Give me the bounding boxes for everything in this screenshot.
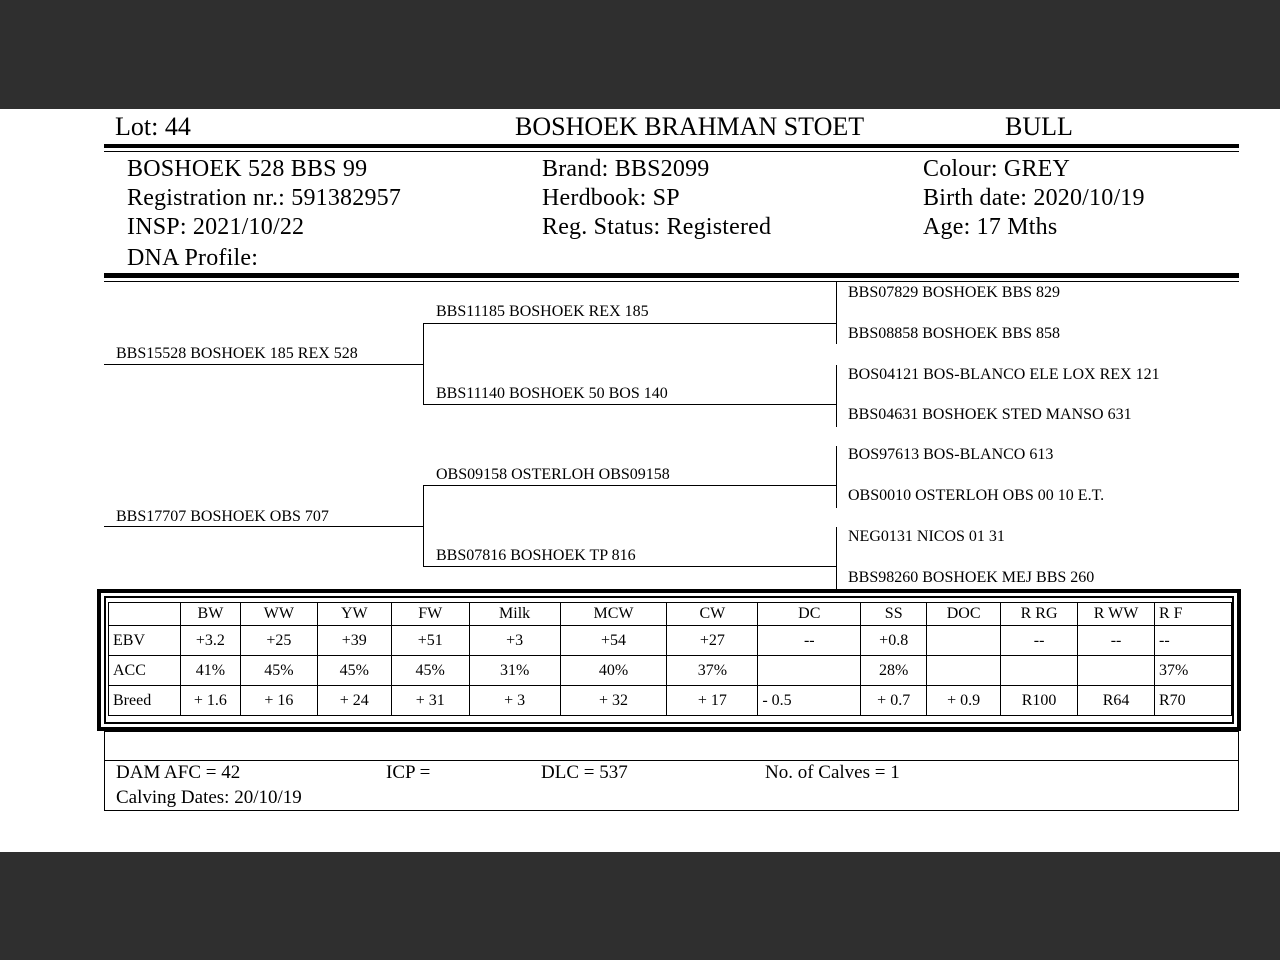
pedigree-sire-sire: BBS11185 BOSHOEK REX 185 [436, 303, 649, 320]
breed-row [109, 686, 1232, 716]
ebv-header-cell: CW [667, 603, 758, 626]
ebv-header-cell: FW [391, 603, 469, 626]
ebv-cell: + 31 [391, 686, 469, 716]
pedigree-dam-dam: BBS07816 BOSHOEK TP 816 [436, 547, 636, 564]
ebv-row-label: Breed [109, 686, 181, 716]
colour: Colour: GREY [923, 156, 1071, 182]
ebv-cell [927, 626, 1001, 656]
dam-info-divider [104, 760, 1239, 761]
ebv-row [109, 626, 1232, 656]
pedigree-line [423, 324, 424, 405]
ebv-cell: 40% [560, 656, 667, 686]
ebv-header-cell: DOC [927, 603, 1001, 626]
ebv-cell: R64 [1078, 686, 1155, 716]
pedigree-line [836, 446, 837, 508]
pedigree-great-grandparent: BOS04121 BOS-BLANCO ELE LOX REX 121 [848, 366, 1160, 383]
dlc: DLC = 537 [541, 762, 628, 783]
ebv-cell: 45% [240, 656, 317, 686]
registration-status: Reg. Status: Registered [542, 214, 772, 240]
ebv-cell: + 24 [317, 686, 391, 716]
pedigree-great-grandparent: BOS97613 BOS-BLANCO 613 [848, 446, 1054, 463]
pedigree-line [423, 566, 836, 567]
ebv-header-cell: WW [240, 603, 317, 626]
ebv-table [108, 602, 1232, 716]
ebv-cell: +54 [560, 626, 667, 656]
ebv-header-cell: DC [758, 603, 861, 626]
top-dark-band [0, 0, 1280, 109]
ebv-cell: 45% [317, 656, 391, 686]
ebv-cell: +51 [391, 626, 469, 656]
ebv-cell: -- [758, 626, 861, 656]
acc-row [109, 656, 1232, 686]
ebv-cell: - 0.5 [758, 686, 861, 716]
bottom-dark-band [0, 852, 1280, 960]
ebv-cell: + 1.6 [180, 686, 240, 716]
pedigree-line [836, 282, 837, 344]
ebv-cell [927, 656, 1001, 686]
ebv-cell: + 32 [560, 686, 667, 716]
animal-name: BOSHOEK 528 BBS 99 [127, 156, 368, 182]
calving-dates: Calving Dates: 20/10/19 [116, 787, 302, 808]
pedigree-line [836, 527, 837, 589]
ebv-cell: 31% [469, 656, 560, 686]
pedigree-line [423, 323, 836, 324]
details-rule-thin [104, 281, 1239, 282]
ebv-header-cell: Milk [469, 603, 560, 626]
lot-number: Lot: 44 [115, 112, 191, 141]
pedigree-line [104, 526, 423, 527]
pedigree-dam-sire: OBS09158 OSTERLOH OBS09158 [436, 466, 670, 483]
ebv-header-cell: R RG [1001, 603, 1078, 626]
ebv-header-cell [109, 603, 181, 626]
ebv-cell: + 16 [240, 686, 317, 716]
pedigree-great-grandparent: BBS98260 BOSHOEK MEJ BBS 260 [848, 569, 1095, 586]
ebv-cell [758, 656, 861, 686]
number-of-calves: No. of Calves = 1 [765, 762, 900, 783]
pedigree-line [423, 486, 424, 567]
ebv-cell: R70 [1155, 686, 1232, 716]
catalogue-page [0, 109, 1280, 852]
ebv-header-cell: YW [317, 603, 391, 626]
ebv-cell [1001, 656, 1078, 686]
pedigree-great-grandparent: OBS0010 OSTERLOH OBS 00 10 E.T. [848, 487, 1105, 504]
title-rule-thin [104, 151, 1239, 152]
ebv-cell: +27 [667, 626, 758, 656]
ebv-cell: +25 [240, 626, 317, 656]
registration-number: Registration nr.: 591382957 [127, 185, 402, 211]
ebv-cell: +3.2 [180, 626, 240, 656]
herdbook: Herdbook: SP [542, 185, 680, 211]
ebv-cell: -- [1001, 626, 1078, 656]
pedigree-great-grandparent: NEG0131 NICOS 01 31 [848, 528, 1005, 545]
ebv-header-cell: R WW [1078, 603, 1155, 626]
ebv-cell: +39 [317, 626, 391, 656]
pedigree-sire-dam: BBS11140 BOSHOEK 50 BOS 140 [436, 385, 668, 402]
dna-profile: DNA Profile: [127, 245, 259, 271]
pedigree-great-grandparent: BBS08858 BOSHOEK BBS 858 [848, 325, 1061, 342]
ebv-cell [1078, 656, 1155, 686]
pedigree-line [836, 365, 837, 427]
ebv-header-cell: R F [1155, 603, 1232, 626]
ebv-cell: + 3 [469, 686, 560, 716]
ebv-header-cell: SS [861, 603, 927, 626]
ebv-cell: 28% [861, 656, 927, 686]
age: Age: 17 Mths [923, 214, 1058, 240]
dam-afc: DAM AFC = 42 [116, 762, 241, 783]
ebv-header-cell: BW [180, 603, 240, 626]
animal-sex: BULL [1005, 112, 1073, 141]
ebv-cell: 41% [180, 656, 240, 686]
details-rule-thick [104, 273, 1239, 278]
ebv-cell: +0.8 [861, 626, 927, 656]
title-rule-thick [104, 144, 1239, 148]
inspection-date: INSP: 2021/10/22 [127, 214, 305, 240]
pedigree-sire: BBS15528 BOSHOEK 185 REX 528 [116, 345, 358, 362]
pedigree-great-grandparent: BBS04631 BOSHOEK STED MANSO 631 [848, 406, 1132, 423]
ebv-cell: + 0.9 [927, 686, 1001, 716]
ebv-cell: -- [1155, 626, 1232, 656]
ebv-header-cell: MCW [560, 603, 667, 626]
ebv-cell: +3 [469, 626, 560, 656]
ebv-cell: + 0.7 [861, 686, 927, 716]
ebv-cell: 37% [1155, 656, 1232, 686]
pedigree-line [104, 364, 423, 365]
pedigree-line [423, 485, 836, 486]
ebv-cell: + 17 [667, 686, 758, 716]
birth-date: Birth date: 2020/10/19 [923, 185, 1145, 211]
ebv-cell: R100 [1001, 686, 1078, 716]
ebv-cell: 37% [667, 656, 758, 686]
pedigree-great-grandparent: BBS07829 BOSHOEK BBS 829 [848, 284, 1061, 301]
pedigree-line [423, 404, 836, 405]
brand: Brand: BBS2099 [542, 156, 710, 182]
ebv-cell: 45% [391, 656, 469, 686]
ebv-row-label: EBV [109, 626, 181, 656]
ebv-row-label: ACC [109, 656, 181, 686]
breeder-name: BOSHOEK BRAHMAN STOET [515, 112, 865, 141]
ebv-cell: -- [1078, 626, 1155, 656]
icp: ICP = [386, 762, 431, 783]
pedigree-dam: BBS17707 BOSHOEK OBS 707 [116, 508, 329, 525]
ebv-header-row [109, 603, 1232, 626]
